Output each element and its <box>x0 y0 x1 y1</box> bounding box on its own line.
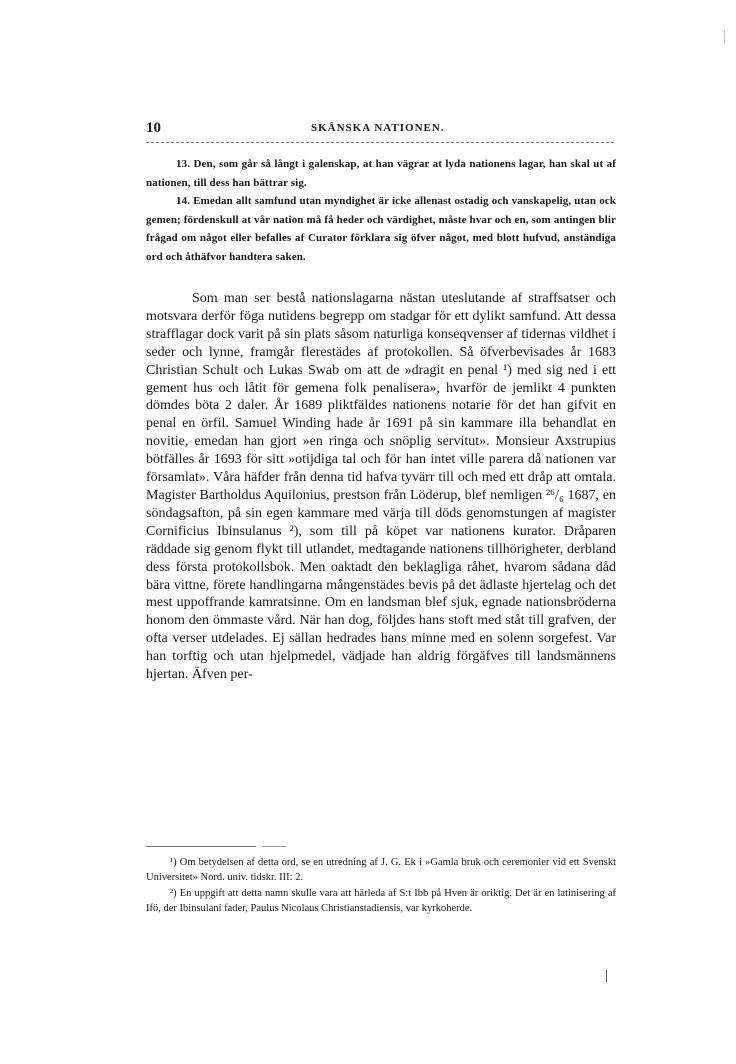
statute-14: 14. Emedan allt samfund utan myndighet är icke allenast ostadig och vanskapelig, utan ock gemen; fördenskull at vår nation må få heder och värdighet, måste hvar och en, som antingen blir frågad om något eller befalles af Curator förklara sig öfver något, med blott hufvud, anständiga ord och åthäfvor handtera saken. <box>146 195 616 263</box>
footnotes-section <box>146 856 616 916</box>
footnote-1: ¹) Om betydelsen af detta ord, se en utredning af J. G. Ek i »Gamla bruk och ceremonier vid ett Svenskt Universitet» Nord. univ. tidskr. III: 2. <box>146 857 616 883</box>
running-head: SKÅNSKA NATIONEN. <box>311 122 445 134</box>
margin-mark <box>606 970 607 982</box>
body-text <box>146 290 616 684</box>
margin-mark <box>724 30 725 44</box>
page-number: 10 <box>146 120 161 136</box>
page-header <box>146 120 614 140</box>
footnote-rule <box>146 846 256 847</box>
footnote-2: ²) En uppgift att detta namn skulle vara att härleda af S:t Ibb på Hven är oriktig. Det är en latinisering af Ifö, der Ibinsulani fader, Paulus Nicolaus Christianstadiensis, var kyrkoherde. <box>146 888 616 914</box>
statutes-section <box>146 155 616 266</box>
footnote-rule-dash <box>262 846 286 847</box>
body-paragraph: Som man ser bestå nationslagarna nästan uteslutande af straffsatser och motsvara derför föga nutidens begrepp om stadgar för ett dylikt samfund. Att dessa strafflagar dock varit på sin plats såsom naturliga konseqvenser af tidernas vildhet i seder och lynne, framgår flerestädes af protokollen. Så öfverbevisades år 1683 Christian Schult och Lukas Swab om att de »dragit en penal ¹) med sig ned i ett gement hus och låtit för gemena folk penalisera», hvarför de jemlikt 4 punkten dömdes böta 2 daler. År 1689 pliktfäldes nationens notarie för det han gifvit en penal en örfil. Samuel Winding hade år 1691 på sin kammare illa behandlat en novitie, emedan han gjort »en ringa och snöplig servitut». Monsieur Axstrupius bötfälles år 1693 för sitt »otijdiga tal och för han intet ville parera då nationen var församlat». Våra häfder från denna tid hafva tyvärr till och med ett dråp att omtala. Magister Bartholdus Aquilonius, prestson från Löderup, blef nemligen ²⁶/₆ 1687, en söndagsafton, på sin egen kammare med värja till döds genomstungen af magister Cornificius Ibinsulanus ²), som till på köpet var nationens kurator. Dråparen räddade sig genom flykt till utlandet, medtagande nationens tillhörigheter, derbland dess första protokollsbok. Men oaktadt den beklagliga råhet, hvarom sådana dåd bära vittne, förete handlingarna mångenstädes bevis på det ädlaste hjertelag och det mest uppoffrande kamratsinne. Om en landsman blef sjuk, egnade nationsbröderna honom den ömmaste vård. När han dog, följdes hans stoft med ståt till grafven, der ofta verser utdelades. Ej sällan hedrades hans minne med en solenn sorgefest. Var han torftig och utan hjelpmedel, vädjade han aldrig förgäfves till landsmännens hjertan. Äfven per- <box>146 291 616 683</box>
header-rule <box>146 142 614 143</box>
statute-13: 13. Den, som går så långt i galenskap, at han vägrar at lyda nationens lagar, han skal ut af nationen, till dess han bättrar sig. <box>146 158 616 189</box>
